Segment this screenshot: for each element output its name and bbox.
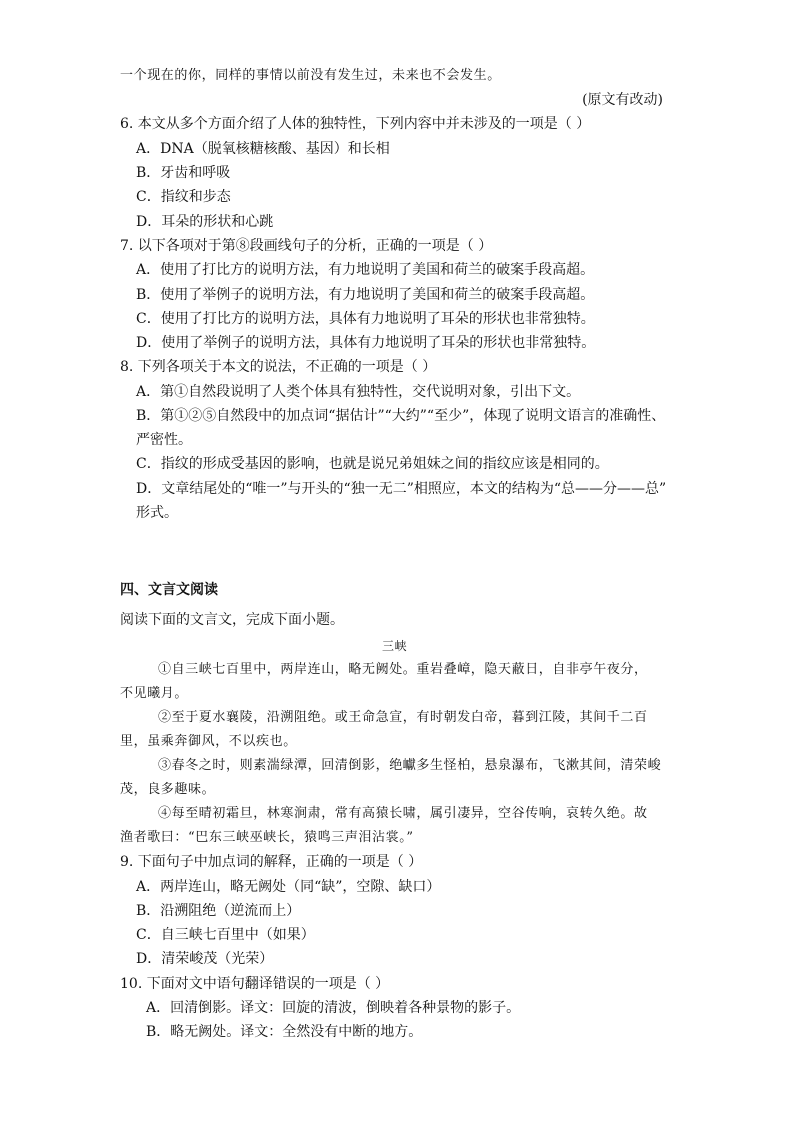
q10-option-b: B．略无阙处。译文：全然没有中断的地方。 — [146, 1024, 423, 1040]
section-heading: 四、文言文阅读 — [120, 582, 218, 598]
passage-line: 里，虽乘奔御风，不以疾也。 — [120, 734, 297, 749]
q7-option-b: B．使用了举例子的说明方法，有力地说明了美国和荷兰的破案手段高超。 — [136, 287, 595, 303]
q8-stem: 8. 下列各项关于本文的说法，不正确的一项是（ ） — [120, 359, 437, 375]
passage-line: 不见曦月。 — [120, 686, 189, 701]
q9-stem: 9. 下面句子中加点词的解释，正确的一项是（ ） — [120, 854, 423, 870]
q8-option-c: C．指纹的形成受基因的影响，也就是说兄弟姐妹之间的指纹应该是相同的。 — [136, 456, 609, 472]
passage-line: ③春冬之时，则素湍绿潭，回清倒影，绝巘多生怪柏，悬泉瀑布，飞漱其间，清荣峻 — [158, 758, 662, 773]
q7-stem: 7. 以下各项对于第⑧段画线句子的分析，正确的一项是（ ） — [120, 238, 493, 254]
passage-line: ②至于夏水襄陵，沿溯阻绝。或王命急宣，有时朝发白帝，暮到江陵，其间千二百 — [158, 710, 648, 725]
q10-option-a: A．回清倒影。译文：回旋的清波，倒映着各种景物的影子。 — [146, 1000, 521, 1016]
q10-stem: 10. 下面对文中语句翻译错误的一项是（ ） — [120, 976, 390, 992]
passage-line: 渔者歌曰：“巴东三峡巫峡长，猿鸣三声泪沾裳。” — [120, 830, 414, 845]
q9-option-d: D．清荣峻茂（光荣） — [136, 951, 274, 967]
passage-line: ①自三峡七百里中，两岸连山，略无阙处。重岩叠嶂，隐天蔽日，自非亭午夜分， — [158, 662, 648, 677]
q6-stem: 6. 本文从多个方面介绍了人体的独特性，下列内容中并未涉及的一项是（ ） — [120, 116, 591, 132]
q8-option-b-cont: 严密性。 — [136, 432, 192, 448]
q7-option-c: C．使用了打比方的说明方法，具体有力地说明了耳朵的形状也非常独特。 — [136, 311, 595, 327]
q6-option-b: B．牙齿和呼吸 — [136, 165, 231, 181]
q8-option-d: D．文章结尾处的“唯一”与开头的“独一无二”相照应，本文的结构为“总——分——总” — [136, 481, 667, 497]
q6-option-c: C．指纹和步态 — [136, 189, 231, 205]
q7-option-d: D．使用了举例子的说明方法，具体有力地说明了耳朵的形状也非常独特。 — [136, 335, 596, 351]
passage-title: 三峡 — [382, 639, 408, 653]
q8-option-b: B．第①②⑤自然段中的加点词“据估计”“大约”“至少”，体现了说明文语言的准确性、 — [136, 408, 666, 424]
q9-option-c: C．自三峡七百里中（如果） — [136, 927, 315, 943]
q8-option-d-cont: 形式。 — [136, 505, 178, 521]
q8-option-a: A．第①自然段说明了人类个体具有独特性，交代说明对象，引出下文。 — [136, 384, 581, 400]
q6-option-a: A．DNA（脱氧核糖核酸、基因）和长相 — [136, 141, 390, 157]
passage-tail-line: 一个现在的你，同样的事情以前没有发生过，未来也不会发生。 — [120, 68, 501, 83]
passage-line: 茂，良多趣味。 — [120, 782, 216, 797]
section-instruction: 阅读下面的文言文，完成下面小题。 — [120, 612, 344, 628]
q9-option-b: B．沿溯阻绝（逆流而上） — [136, 903, 301, 919]
q9-option-a: A．两岸连山，略无阙处（同“缺”，空隙、缺口） — [136, 879, 441, 895]
passage-line: ④每至晴初霜旦，林寒涧肃，常有高猿长啸，属引凄异，空谷传响，哀转久绝。故 — [158, 806, 648, 821]
source-note: (原文有改动) — [582, 92, 663, 108]
q6-option-d: D．耳朵的形状和心跳 — [136, 214, 274, 230]
q7-option-a: A．使用了打比方的说明方法，有力地说明了美国和荷兰的破案手段高超。 — [136, 262, 595, 278]
